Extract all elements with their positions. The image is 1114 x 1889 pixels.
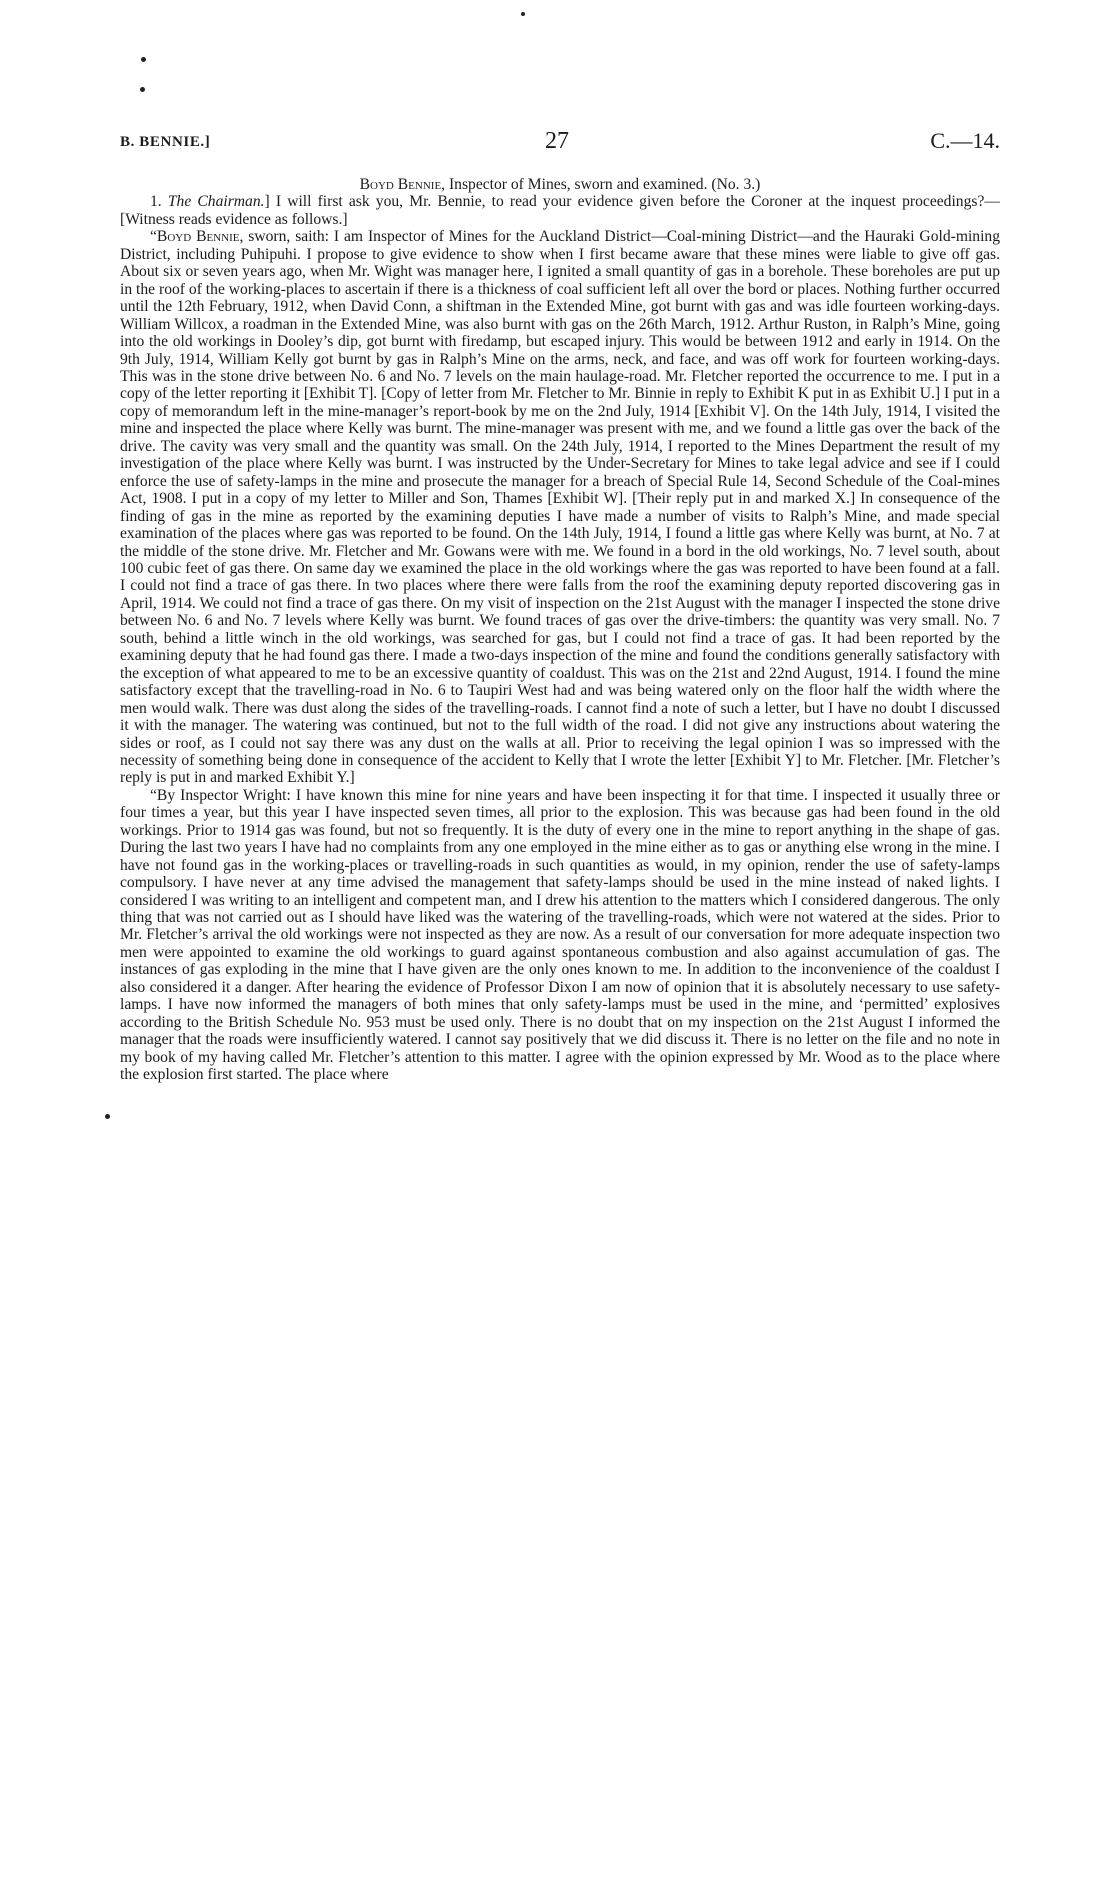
evidence-1-name: Boyd Bennie [156, 228, 240, 246]
evidence-paragraph-2 [120, 787, 1000, 1084]
witness-name: Boyd Bennie [359, 176, 442, 193]
speck-mark [521, 12, 525, 16]
witness-header: B. BENNIE.] [120, 134, 211, 150]
witness-heading [120, 176, 1000, 193]
speck-mark [141, 57, 146, 62]
witness-heading-rest: , Inspector of Mines, sworn and examined. (No. 3.) [441, 176, 761, 193]
page-number: 27 [545, 128, 569, 154]
speck-mark [140, 87, 145, 92]
question-paragraph [120, 193, 1000, 228]
question-number: 1. [150, 193, 162, 211]
evidence-1-text: , sworn, saith: I am Inspector of Mines for the Auckland District—Coal-mining District—and the Hauraki Gold-mining District, including Puhipuhi. I propose to give evidence to show when I first became aware that these mines were liable to give off gas. About six or seven years ago, when Mr. Wight was manager here, I ignited a small quantity of gas in a borehole. These boreholes are put up in the roof of the working-places to ascertain if there is a thickness of coal sufficient left all over the bord or places. Nothing further occurred until the 12th February, 1912, when David Conn, a shiftman in the Extended Mine, got burnt with gas and was idle fourteen working-days. William Willcox, a roadman in the Extended Mine, was also burnt with gas on the 26th March, 1912. Arthur Ruston, in Ralph’s Mine, going into the old workings in Dooley’s dip, got burnt with firedamp, but escaped injury. This would be between 1912 and early in 1914. On the 9th July, 1914, William Kelly got burnt by gas in Ralph’s Mine on the arms, neck, and face, and was off work for fourteen working-days. This was in the stone drive between No. 6 and No. 7 levels on the main haulage-road. Mr. Fletcher reported the occurrence to me. I put in a copy of the letter reporting it [Exhibit T]. [Copy of letter from Mr. Fletcher to Mr. Binnie in reply to Exhibit K put in as Exhibit U.] I put in a copy of memorandum left in the mine-manager’s report-book by me on the 2nd July, 1914 [Exhibit V]. On the 14th July, 1914, I visited the mine and inspected the place where Kelly was burnt. The mine-manager was present with me, and we found a little gas over the back of the drive. The cavity was very small and the quantity was small. On the 24th July, 1914, I reported to the Mines Department the result of my investigation of the place where Kelly was burnt. I was instructed by the Under-Secretary for Mines to take legal advice and see if I could enforce the use of safety-lamps in the mine and prosecute the manager for a breach of Special Rule 14, Second Schedule of the Coal-mines Act, 1908. I put in a copy of my letter to Miller and Son, Thames [Exhibit W]. [Their reply put in and marked X.] In consequence of the finding of gas in the mine as reported by the examining deputies I have made a number of visits to Ralph’s Mine, and made special examination of the places where gas was reported to be found. On the 14th July, 1914, I found a little gas where Kelly was burnt, at No. 7 at the middle of the stone drive. Mr. Fletcher and Mr. Gowans were with me. We found in a bord in the old workings, No. 7 level south, about 100 cubic feet of gas there. On same day we examined the place in the old workings where the gas was reported to have been found at a fall. I could not find a trace of gas there. In two places where there were falls from the roof the examining deputy reported discovering gas in April, 1914. We could not find a trace of gas there. On my visit of inspection on the 21st August with the manager I inspected the stone drive between No. 6 and No. 7 levels where Kelly was burnt. We found traces of gas over the drive-timbers: the quantity was very small. No. 7 south, behind a little winch in the old workings, was searched for gas, but I could not find a trace of gas. It had been reported by the examining deputy that he had found gas there. I made a two-days inspection of the mine and found the conditions generally satisfactory with the exception of what appeared to me to be an excessive quantity of coaldust. This was on the 21st and 22nd August, 1914. I found the mine satisfactory except that the travelling-road in No. 6 to Taupiri West had and was being watered only on the floor half the width where the men would walk. There was dust along the sides of the travelling-roads. I cannot find a note of such a letter, but I have no doubt I discussed it with the manager. The watering was continued, but not to the full width of the road. I did not give any instructions about watering the sides or roof, as I could not say there was any dust on the walls at all. Prior to receiving the legal opinion I was so impressed with the necessity of something being done in consequence of the accident to Kelly that I wrote the letter [Exhibit Y] to Mr. Fletcher. [Mr. Fletcher’s reply is put in and marked Exhibit Y.] [120, 228, 1000, 787]
question-speaker: The Chairman. [167, 193, 265, 211]
page-header [120, 128, 1000, 158]
evidence-2-text: “By Inspector Wright: I have known this mine for nine years and have been inspecting it for that time. I inspected it usually three or four times a year, but this year I have inspected seven times, all prior to the explosion. This was because gas had been found in the old workings. Prior to 1914 gas was found, but not so frequently. It is the duty of every one in the mine to report anything in the shape of gas. During the last two years I have had no complaints from any one employed in the mine either as to gas or anything else wrong in the mine. I have not found gas in the working-places or travelling-roads in such quantities as would, in my opinion, render the use of safety-lamps compulsory. I have never at any time advised the management that safety-lamps should be used in the mine instead of naked lights. I considered I was writing to an intelligent and competent man, and I drew his attention to the matters which I considered dangerous. The only thing that was not carried out as I should have liked was the watering of the travelling-roads, which were not watered at the sides. Prior to Mr. Fletcher’s arrival the old workings were not inspected as they are now. As a result of our conversation for more adequate inspection two men were appointed to examine the old workings to guard against spontaneous combustion and also against accumulation of gas. The instances of gas exploding in the mine that I have given are the only ones known to me. In addition to the inconvenience of the coaldust I also considered it a danger. After hearing the evidence of Professor Dixon I am now of opinion that it is absolutely necessary to use safety-lamps. I have now informed the managers of both mines that only safety-lamps must be used in the mine, and ‘permitted’ explosives according to the British Schedule No. 953 must be used only. There is no doubt that on my inspection on the 21st August I informed the manager that the roads were insufficiently watered. I cannot say positively that we did discuss it. There is no letter on the file and no note in my book of my having called Mr. Fletcher’s attention to this matter. I agree with the opinion expressed by Mr. Wood as to the place where the explosion first started. The place where [120, 786, 1000, 1084]
document-code: C.—14. [930, 128, 1000, 153]
margin-bullet-mark [105, 1114, 110, 1119]
document-body [120, 176, 1000, 1084]
evidence-1-quote: “ [150, 228, 157, 246]
evidence-paragraph-1 [120, 228, 1000, 787]
question-text: ] I will first ask you, Mr. Bennie, to read your evidence given before the Coroner at the inquest proceedings?—[Witness reads evidence as follows.] [120, 193, 1000, 228]
